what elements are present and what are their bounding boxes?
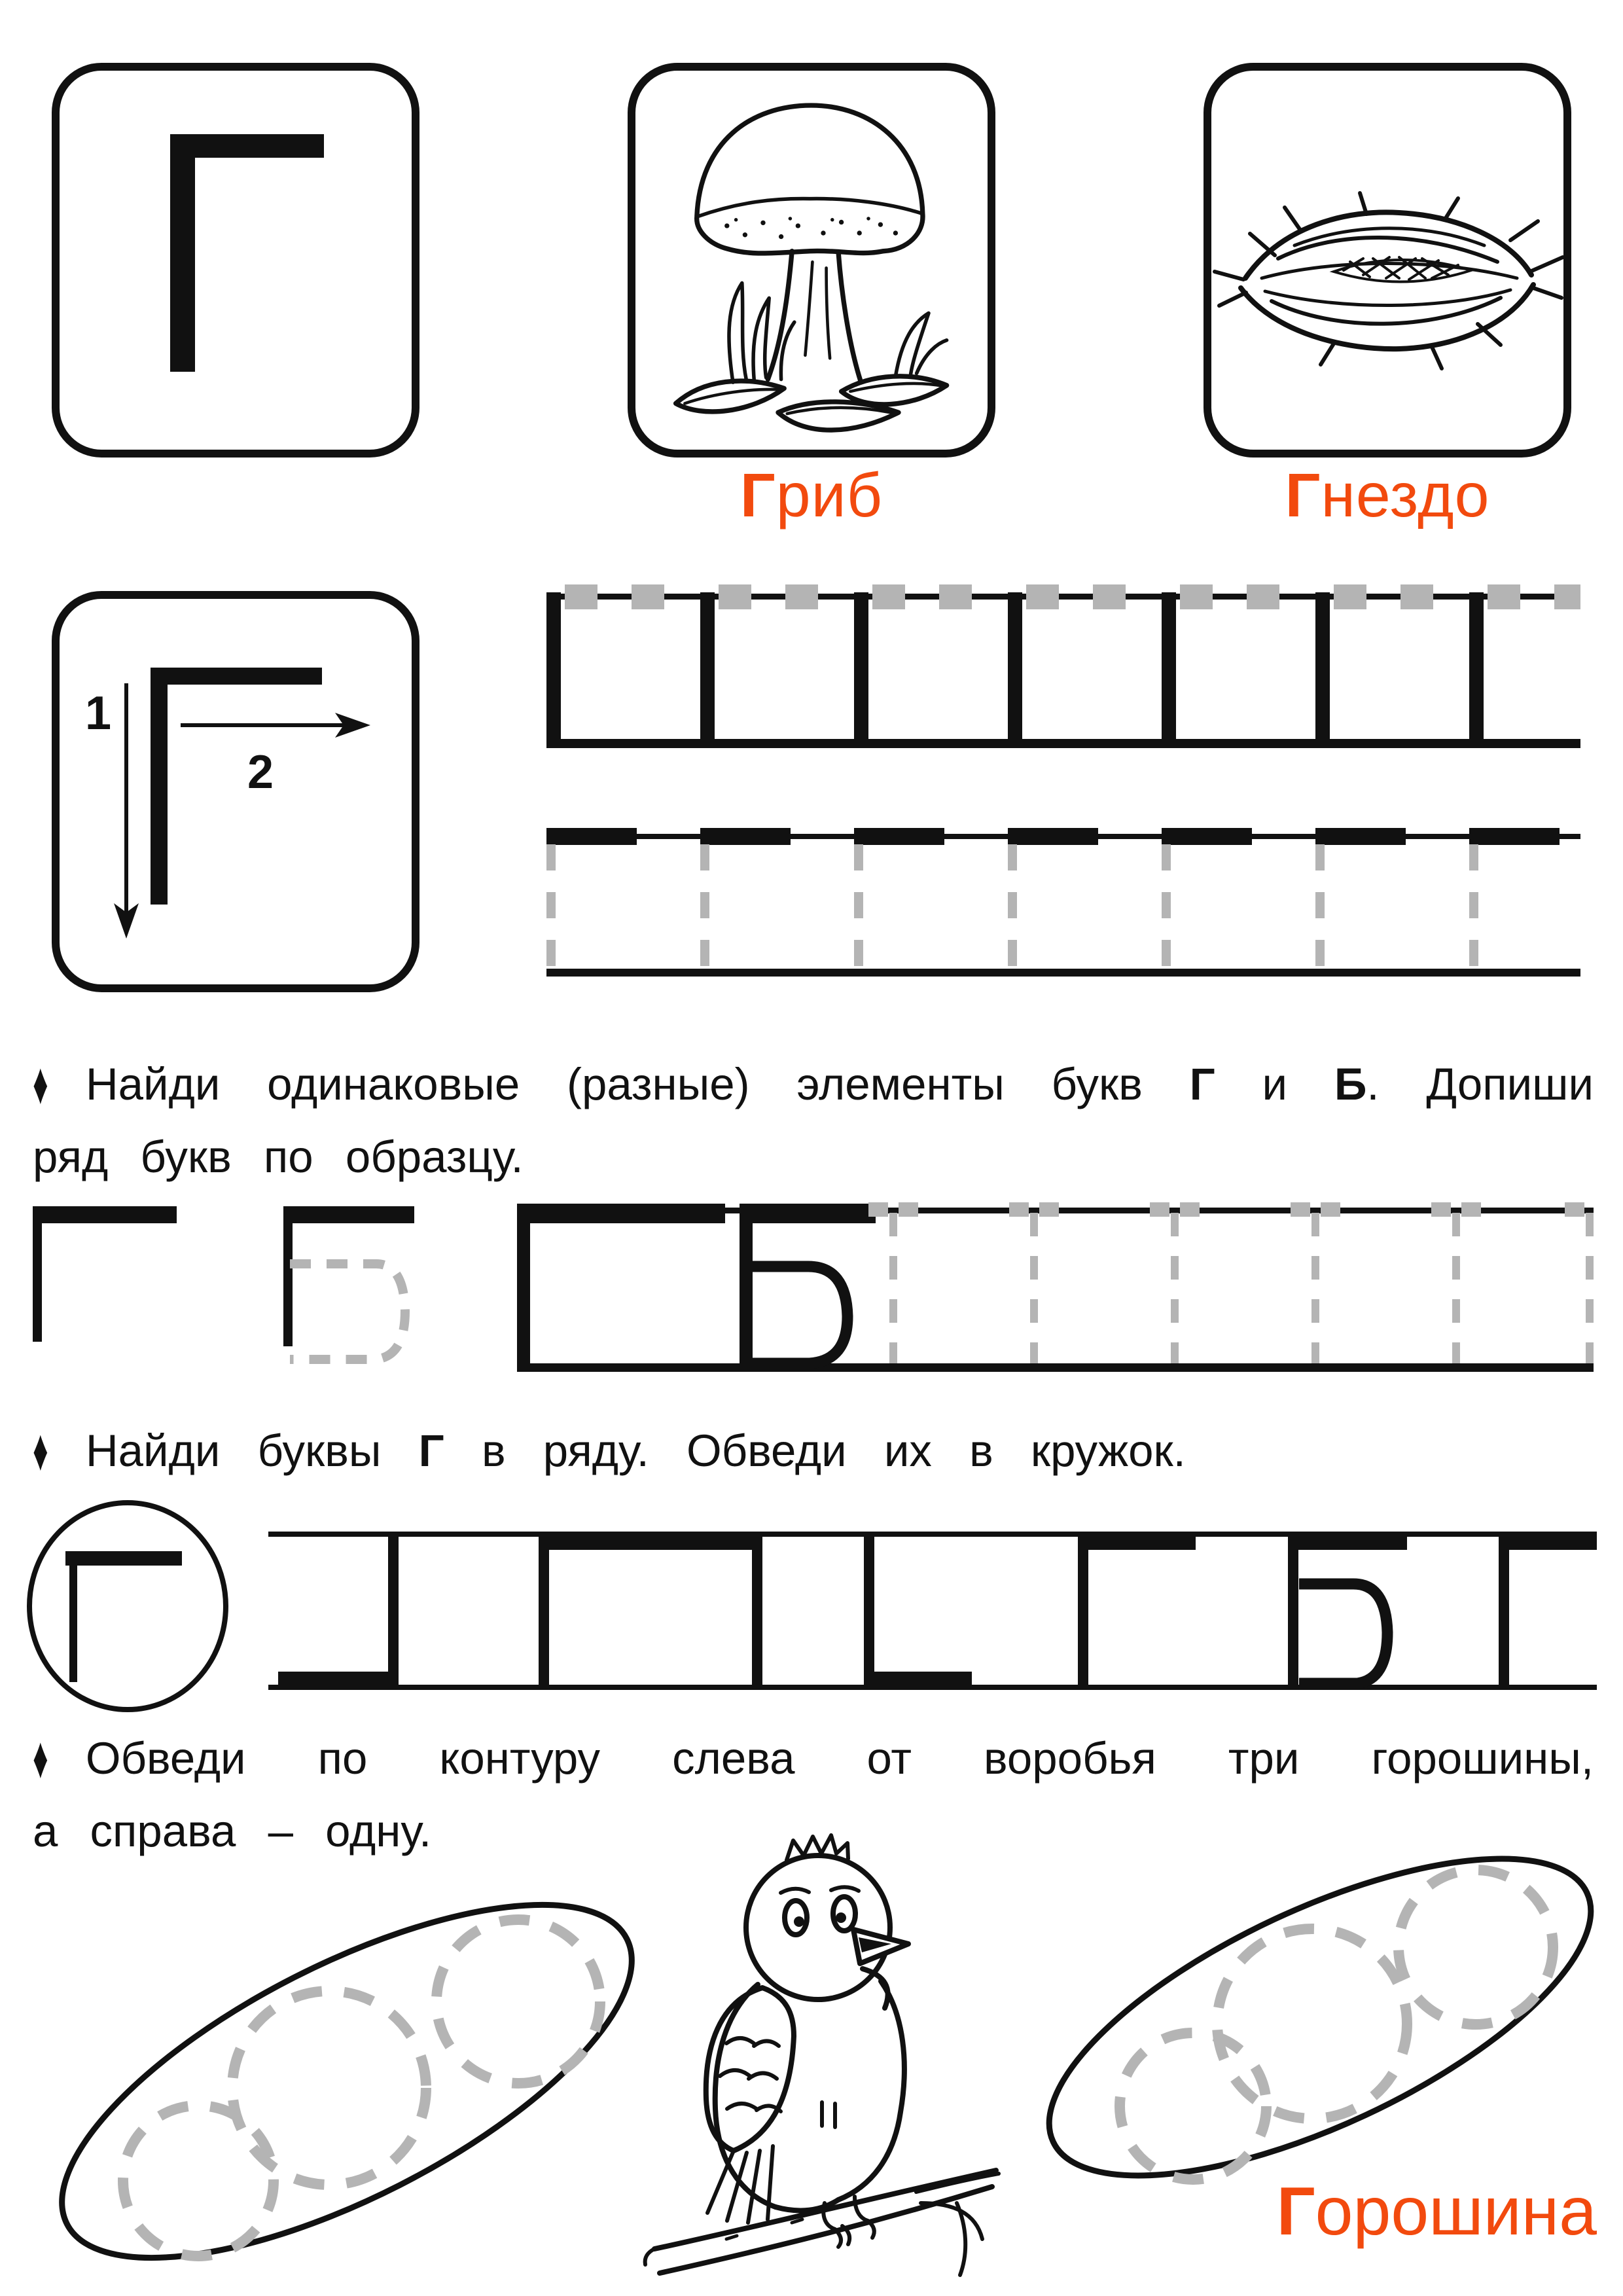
pea-trace-circles bbox=[1120, 1870, 1553, 2179]
caption-rest: риб bbox=[776, 461, 883, 530]
stroke-2-number: 2 bbox=[247, 746, 274, 798]
pea-pod-left bbox=[23, 1872, 671, 2278]
letter-card bbox=[51, 62, 420, 458]
empty-cell-stems bbox=[893, 1213, 1590, 1363]
task-2-text: в ряду. Обведи их в кружок. bbox=[444, 1426, 1186, 1476]
nest-caption bbox=[1203, 460, 1572, 531]
task-1-letter-b: Б bbox=[1334, 1059, 1367, 1109]
letter-shapes bbox=[278, 1534, 1597, 1687]
sample-letter-b-dashed bbox=[283, 1206, 414, 1359]
caption-initial-letter: Г bbox=[1285, 461, 1321, 530]
sample-letter-g1 bbox=[33, 1206, 177, 1342]
task-2 bbox=[33, 1414, 1594, 1488]
diamond-bullet: ♦ bbox=[33, 1725, 48, 1791]
mushroom-card bbox=[627, 62, 996, 458]
task-1-text: Найди одинаковые (разные) элементы букв bbox=[85, 1059, 1190, 1109]
dashed-stems bbox=[551, 844, 1474, 969]
task-3-text: Обведи по контуру слева от воробья три горошины, bbox=[85, 1733, 1594, 1784]
task-1 bbox=[33, 1047, 1594, 1194]
stroke-1-number: 1 bbox=[85, 687, 112, 740]
nest-card bbox=[1203, 62, 1572, 458]
model-letter-b bbox=[740, 1204, 876, 1367]
branch bbox=[645, 2170, 999, 2275]
task-3-line-2: а справа – одну. bbox=[33, 1806, 432, 1856]
pea-pod-right bbox=[1018, 1839, 1623, 2212]
caption-rest: орошина bbox=[1315, 2174, 1597, 2250]
tracing-strip-dashed bbox=[546, 826, 1580, 978]
task-2-text: Найди буквы bbox=[85, 1426, 419, 1476]
caption-rest: нездо bbox=[1321, 461, 1490, 530]
sparrow-drawing bbox=[628, 1820, 1021, 2291]
practice-row bbox=[29, 1200, 1594, 1378]
task-1-letter-g: Г bbox=[1189, 1059, 1215, 1109]
task-3-line-1 bbox=[33, 1721, 1594, 1795]
task-2-letter-g: Г bbox=[418, 1426, 444, 1476]
task-1-line-1 bbox=[33, 1047, 1594, 1121]
letter-b-bowl bbox=[1299, 1584, 1387, 1683]
task-1-text: и bbox=[1215, 1059, 1334, 1109]
diamond-bullet: ♦ bbox=[33, 1050, 48, 1117]
task-1-line-2: ряд букв по образцу. bbox=[33, 1132, 524, 1182]
circled-letter-g bbox=[65, 1551, 182, 1682]
answer-circle bbox=[29, 1503, 226, 1710]
letter-stems bbox=[546, 592, 1484, 740]
stroke-order-card bbox=[51, 590, 420, 993]
pod-outline bbox=[23, 1872, 671, 2278]
model-letter-g bbox=[517, 1204, 725, 1367]
tracing-strip-solid bbox=[546, 584, 1580, 749]
mushroom-caption bbox=[627, 460, 996, 531]
pea-caption bbox=[1080, 2173, 1597, 2251]
caption-initial-letter: Г bbox=[1276, 2174, 1315, 2250]
wing bbox=[706, 1988, 794, 2223]
diamond-bullet: ♦ bbox=[33, 1417, 48, 1483]
task-1-text: . Допиши bbox=[1366, 1059, 1594, 1109]
caption-initial-letter: Г bbox=[740, 461, 776, 530]
find-letter-row bbox=[26, 1494, 1597, 1716]
